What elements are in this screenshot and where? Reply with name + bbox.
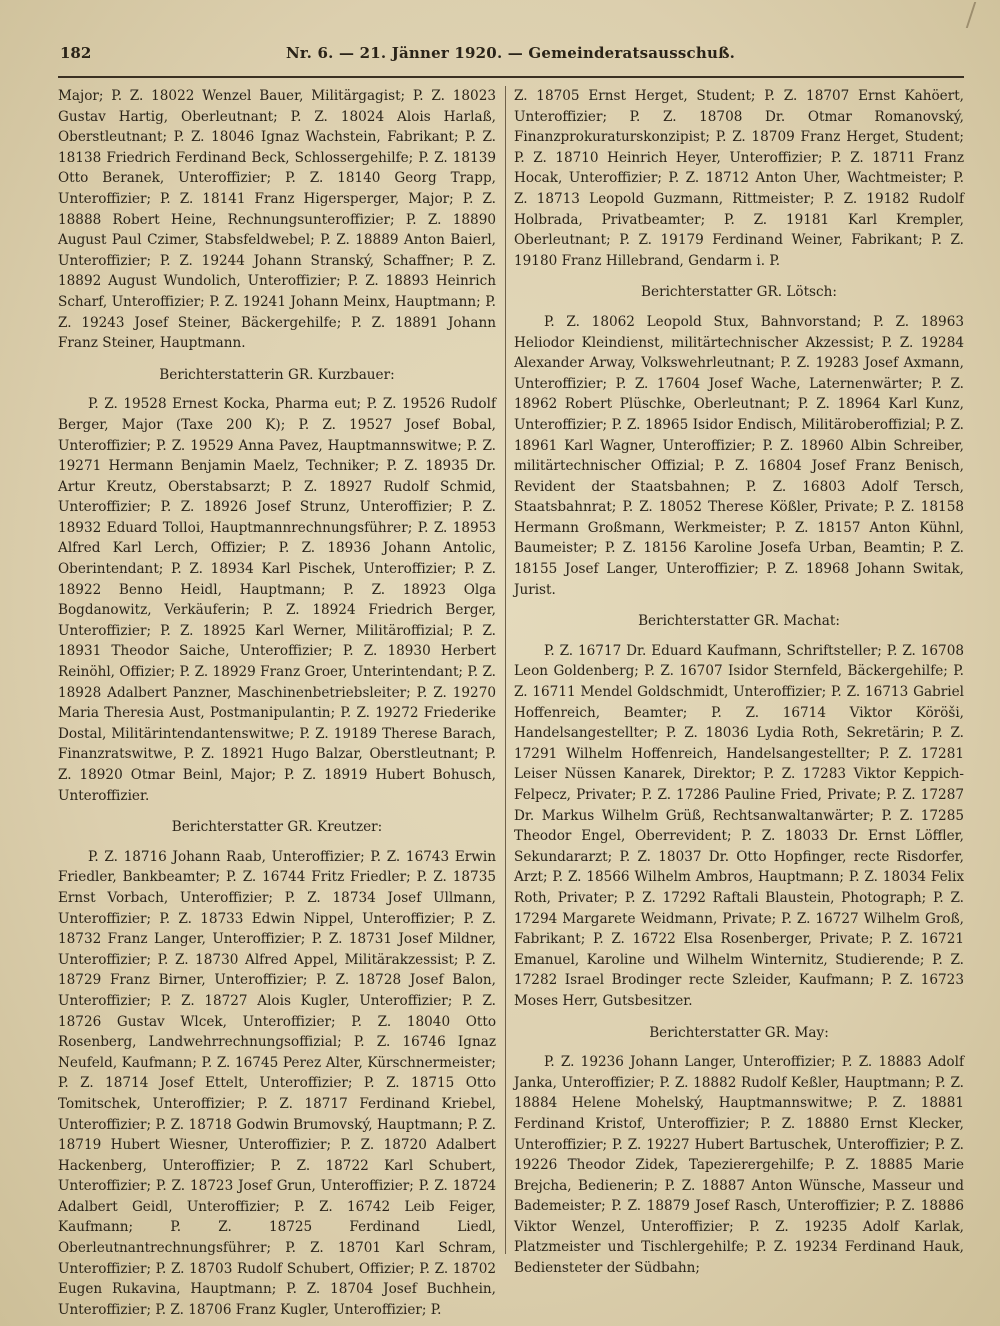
column-divider <box>505 86 506 1254</box>
left-opening-paragraph: Major; P. Z. 18022 Wenzel Bauer, Militärgagist; P. Z. 18023 Gustav Hartig, Oberleutnant; P. Z. 18024 Alois Harlaß, Oberstleutnant; P. Z. 18046 Ignaz Wachstein, Fabrikant; P. Z. 18138 Friedrich Ferdinand Beck, Schlossergehilfe; P. Z. 18139 Otto Beranek, Unteroffizier; P. Z. 18140 Georg Trapp, Unteroffizier; P. Z. 18141 Franz Higersperger, Major; P. Z. 18888 Robert Heine, Rechnungsunteroffizier; P. Z. 18890 August Paul Czimer, Stabsfeldwebel; P. Z. 18889 Anton Baierl, Unteroffizier; P. Z. 19244 Johann Stranský, Schaffner; P. Z. 18892 August Wundolich, Unteroffizier; P. Z. 18893 Heinrich Scharf, Unteroffizier; P. Z. 19241 Johann Meinx, Hauptmann; P. Z. 19243 Josef Steiner, Bäckergehilfe; P. Z. 18891 Johann Franz Steiner, Hauptmann. <box>58 88 496 352</box>
right-opening-paragraph: Z. 18705 Ernst Herget, Student; P. Z. 18707 Ernst Kahöert, Unteroffizier; P. Z. 18708 Dr. Otmar Romanovský, Finanzprokuraturskonzipist; P. Z. 18709 Franz Herget, Student; P. Z. 18710 Heinrich Heyer, Unteroffizier; P. Z. 18711 Franz Hocak, Unteroffizier; P. Z. 18712 Anton Uher, Wachtmeister; P. Z. 18713 Leopold Guzmann, Rittmeister; P. Z. 19182 Rudolf Holbrada, Privatbeamter; P. Z. 19181 Karl Krempler, Oberleutnant; P. Z. 19179 Ferdinand Weiner, Fabrikant; P. Z. 19180 Franz Hillebrand, Gendarm i. P. <box>514 88 964 269</box>
section-heading-loetsch: Berichterstatter GR. Lötsch: <box>641 284 837 301</box>
header-rule <box>58 76 964 78</box>
right-column <box>514 86 964 1279</box>
page-header <box>60 42 940 68</box>
section-text-may: P. Z. 19236 Johann Langer, Unteroffizier; P. Z. 18883 Adolf Janka, Unteroffizier; P. Z. 18882 Rudolf Keßler, Hauptmann; P. Z. 18884 Helene Mohelský, Hauptmannswitwe; P. Z. 18881 Ferdinand Kristof, Unteroffizier; P. Z. 18880 Ernst Klecker, Unteroffizier; P. Z. 19227 Hubert Bartuschek, Unteroffizier; P. Z. 19226 Theodor Zidek, Tapezierergehilfe; P. Z. 18885 Marie Brejcha, Bedienerin; P. Z. 18887 Anton Wünsche, Masseur und Bademeister; P. Z. 18879 Josef Rasch, Unteroffizier; P. Z. 18886 Viktor Wenzel, Unteroffizier; P. Z. 19235 Adolf Karlak, Platzmeister und Tischlergehilfe; P. Z. 19234 Ferdinand Hauk, Bediensteter der Südbahn; <box>514 1054 964 1277</box>
section-text-kurzbauer: P. Z. 19528 Ernest Kocka, Pharma eut; P. Z. 19526 Rudolf Berger, Major (Taxe 200 K); P. Z. 19527 Josef Bobal, Unteroffizier; P. Z. 19529 Anna Pavez, Hauptmannswitwe; P. Z. 19271 Hermann Benjamin Maelz, Techniker; P. Z. 18935 Dr. Artur Kreutz, Oberstabsarzt; P. Z. 18927 Rudolf Schmid, Unteroffizier; P. Z. 18926 Josef Strunz, Unteroffizier; P. Z. 18932 Eduard Tolloi, Hauptmannrechnungsführer; P. Z. 18953 Alfred Karl Lerch, Offizier; P. Z. 18936 Johann Antolic, Oberintendant; P. Z. 18934 Karl Pischek, Unteroffizier; P. Z. 18922 Benno Heidl, Hauptmann; P. Z. 18923 Olga Bogdanowitz, Verkäuferin; P. Z. 18924 Friedrich Berger, Unteroffizier; P. Z. 18925 Karl Werner, Militäroffizial; P. Z. 18931 Theodor Saiche, Unteroffizier; P. Z. 18930 Herbert Reinöhl, Offizier; P. Z. 18929 Franz Groer, Unterintendant; P. Z. 18928 Adalbert Panzner, Maschinenbetriebsleiter; P. Z. 19270 Maria Theresia Aust, Postmanipulantin; P. Z. 19272 Friederike Dostal, Militärintendantenswitwe; P. Z. 19189 Therese Barach, Finanzratswitwe, P. Z. 18921 Hugo Balzar, Oberstleutnant; P. Z. 18920 Otmar Beinl, Major; P. Z. 18919 Hubert Bohusch, Unteroffizier. <box>58 396 496 804</box>
section-heading-may: Berichterstatter GR. May: <box>649 1024 829 1041</box>
section-heading-kreutzer: Berichterstatter GR. Kreutzer: <box>171 819 383 836</box>
page-number: 182 <box>60 44 92 62</box>
section-heading-machat: Berichterstatter GR. Machat: <box>638 613 840 630</box>
section-heading-kurzbauer: Berichterstatterin GR. Kurzbauer: <box>159 366 395 383</box>
section-text-machat: P. Z. 16717 Dr. Eduard Kaufmann, Schriftsteller; P. Z. 16708 Leon Goldenberg; P. Z. 16707 Isidor Sternfeld, Bäckergehilfe; P. Z. 16711 Mendel Goldschmidt, Unteroffizier; P. Z. 16713 Gabriel Hoffenreich, Beamter; P. Z. 16714 Viktor Köröši, Handelsangestellter; P. Z. 18036 Lydia Roth, Sekretärin; P. Z. 17291 Wilhelm Hoffenreich, Handelsangestellter; P. Z. 17281 Leiser Nüssen Kanarek, Direktor; P. Z. 17283 Viktor Keppich-Felpecz, Privater; P. Z. 17286 Pauline Fried, Private; P. Z. 17287 Dr. Markus Wilhelm Grüß, Rechtsanwaltanwärter; P. Z. 17285 Theodor Engel, Oberrevident; P. Z. 18033 Dr. Ernst Löffler, Sekundararzt; P. Z. 18037 Dr. Otto Hopfinger, recte Risdorfer, Arzt; P. Z. 18566 Wilhelm Ambros, Hauptmann; P. Z. 18034 Felix Roth, Privater; P. Z. 17292 Raftali Blaustein, Photograph; P. Z. 17294 Margarete Weidmann, Private; P. Z. 16727 Wilhelm Groß, Fabrikant; P. Z. 16722 Elsa Rosenberger, Private; P. Z. 16721 Emanuel, Karoline und Wilhelm Winternitz, Studierende; P. Z. 17282 Israel Brodinger recte Szleider, Kaufmann; P. Z. 16723 Moses Herr, Gutsbesitzer. <box>514 642 964 1009</box>
left-column <box>58 86 496 1320</box>
page-corner-mark <box>966 2 998 28</box>
section-text-kreutzer: P. Z. 18716 Johann Raab, Unteroffizier; P. Z. 16743 Erwin Friedler, Bankbeamter; P. Z. 16744 Fritz Friedler; P. Z. 18735 Ernst Vorbach, Unteroffizier; P. Z. 18734 Josef Ullmann, Unteroffizier; P. Z. 18733 Edwin Nippel, Unteroffizier; P. Z. 18732 Franz Langer, Unteroffizier; P. Z. 18731 Josef Mildner, Unteroffizier; P. Z. 18730 Alfred Appel, Militärakzessist; P. Z. 18729 Franz Birner, Unteroffizier; P. Z. 18728 Josef Balon, Unteroffizier; P. Z. 18727 Alois Kugler, Unteroffizier; P. Z. 18726 Gustav Wlcek, Unteroffizier; P. Z. 18040 Otto Rosenberg, Landwehrrechnungsoffizial; P. Z. 16746 Ignaz Neufeld, Kaufmann; P. Z. 16745 Perez Alter, Kürschnermeister; P. Z. 18714 Josef Ettelt, Unteroffizier; P. Z. 18715 Otto Tomitschek, Unteroffizier; P. Z. 18717 Ferdinand Kriebel, Unteroffizier; P. Z. 18718 Godwin Brumovský, Hauptmann; P. Z. 18719 Hubert Wiesner, Unteroffizier; P. Z. 18720 Adalbert Hackenberg, Unteroffizier; P. Z. 18722 Karl Schubert, Unteroffizier; P. Z. 18723 Josef Grun, Unteroffizier; P. Z. 18724 Adalbert Geidl, Unteroffizier; P. Z. 16742 Leib Feiger, Kaufmann; P. Z. 18725 Ferdinand Liedl, Oberleutnantrechnungsführer; P. Z. 18701 Karl Schram, Unteroffizier; P. Z. 18703 Rudolf Schubert, Offizier; P. Z. 18702 Eugen Rukavina, Hauptmann; P. Z. 18704 Josef Buchhein, Unteroffizier; P. Z. 18706 Franz Kugler, Unteroffizier; P. <box>58 848 496 1318</box>
section-text-loetsch: P. Z. 18062 Leopold Stux, Bahnvorstand; P. Z. 18963 Heliodor Kleindienst, militärtechnischer Akzessist; P. Z. 19284 Alexander Arway, Volkswehrleutnant; P. Z. 19283 Josef Axmann, Unteroffizier; P. Z. 17604 Josef Wache, Laternenwärter; P. Z. 18962 Robert Plüschke, Oberleutnant; P. Z. 18964 Karl Kunz, Unteroffizier; P. Z. 18965 Isidor Endisch, Militäroberoffizial; P. Z. 18961 Karl Wagner, Unteroffizier; P. Z. 18960 Albin Schreiber, militärtechnischer Offizial; P. Z. 16804 Josef Franz Benisch, Revident der Staatsbahnen; P. Z. 16803 Adolf Tersch, Staatsbahnrat; P. Z. 18052 Therese Kößler, Private; P. Z. 18158 Hermann Großmann, Werkmeister; P. Z. 18157 Anton Kühnl, Baumeister; P. Z. 18156 Karoline Josefa Urban, Beamtin; P. Z. 18155 Josef Langer, Unteroffizier; P. Z. 18968 Johann Switak, Jurist. <box>514 313 964 598</box>
running-title: Nr. 6. — 21. Jänner 1920. — Gemeinderatsausschuß. <box>286 44 736 62</box>
